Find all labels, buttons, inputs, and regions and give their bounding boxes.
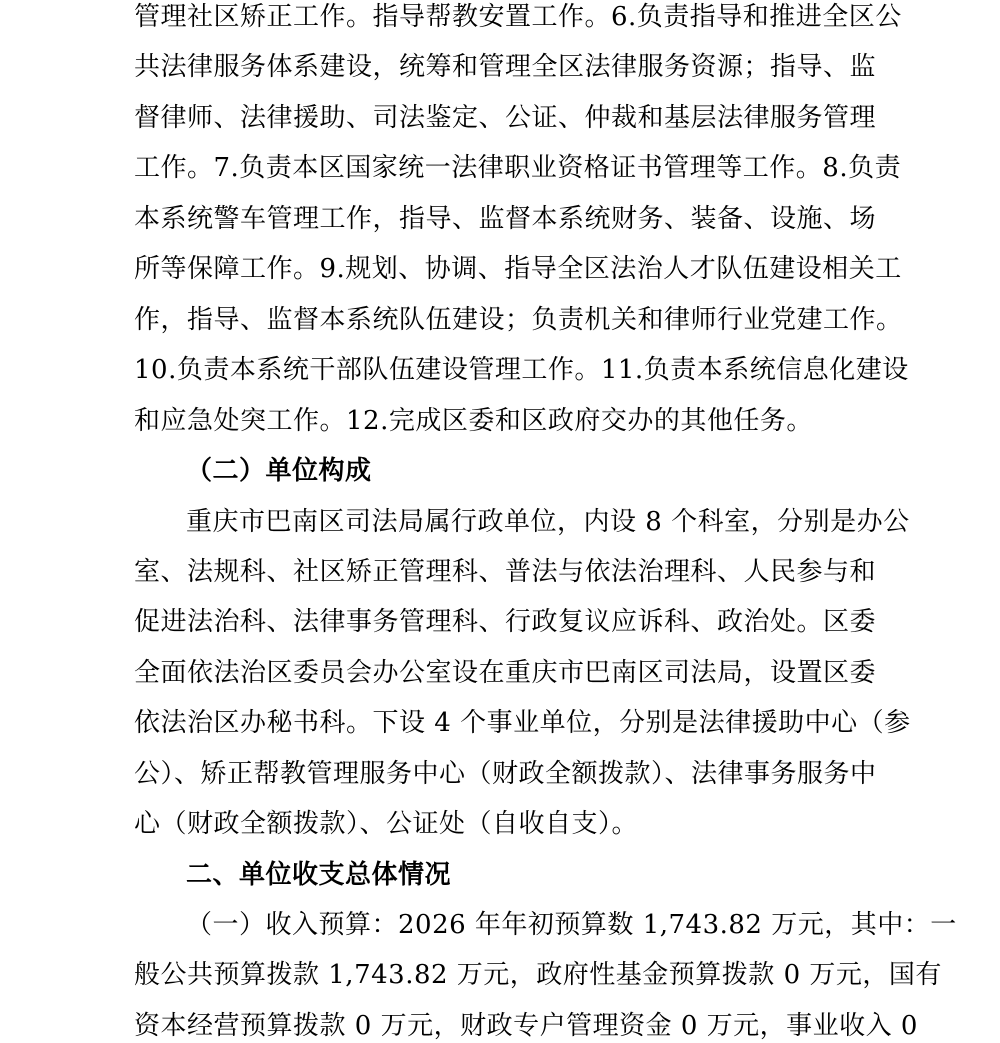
- section-heading-unit-composition: （二）单位构成: [186, 456, 372, 486]
- paragraph-line: 重庆市巴南区司法局属行政单位，内设 8 个科室，分别是办公: [186, 507, 910, 537]
- paragraph-line: 心（财政全额拨款）、公证处（自收自支）。: [134, 809, 639, 839]
- paragraph-line: 室、法规科、社区矫正管理科、普法与依法治理科、人民参与和: [134, 557, 877, 587]
- paragraph-line: 工作。7.负责本区国家统一法律职业资格证书管理等工作。8.负责: [134, 153, 902, 183]
- paragraph-line: 作，指导、监督本系统队伍建设；负责机关和律师行业党建工作。: [134, 305, 903, 335]
- paragraph-line: （一）收入预算：2026 年年初预算数 1,743.82 万元，其中：一: [186, 910, 957, 940]
- paragraph-line: 全面依法治区委员会办公室设在重庆市巴南区司法局，设置区委: [134, 658, 877, 688]
- paragraph-line: 和应急处突工作。12.完成区委和区政府交办的其他任务。: [134, 406, 813, 436]
- paragraph-line: 本系统警车管理工作，指导、监督本系统财务、装备、设施、场: [134, 204, 877, 234]
- paragraph-line: 资本经营预算拨款 0 万元，财政专户管理资金 0 万元，事业收入 0: [134, 1011, 918, 1041]
- paragraph-line: 督律师、法律援助、司法鉴定、公证、仲裁和基层法律服务管理: [134, 103, 877, 133]
- paragraph-line: 所等保障工作。9.规划、协调、指导全区法治人才队伍建设相关工: [134, 254, 902, 284]
- paragraph-line: 公）、矫正帮教管理服务中心（财政全额拨款）、法律事务服务中: [134, 759, 877, 789]
- paragraph-line: 管理社区矫正工作。指导帮教安置工作。6.负责指导和推进全区公: [134, 2, 902, 32]
- paragraph-line: 促进法治科、法律事务管理科、行政复议应诉科、政治处。区委: [134, 607, 877, 637]
- paragraph-line: 10.负责本系统干部队伍建设管理工作。11.负责本系统信息化建设: [134, 355, 909, 385]
- paragraph-line: 共法律服务体系建设，统筹和管理全区法律服务资源；指导、监: [134, 52, 877, 82]
- section-heading-income-expense: 二、单位收支总体情况: [186, 860, 452, 890]
- paragraph-line: 依法治区办秘书科。下设 4 个事业单位，分别是法律援助中心（参: [134, 708, 911, 738]
- paragraph-line: 般公共预算拨款 1,743.82 万元，政府性基金预算拨款 0 万元，国有: [134, 960, 942, 990]
